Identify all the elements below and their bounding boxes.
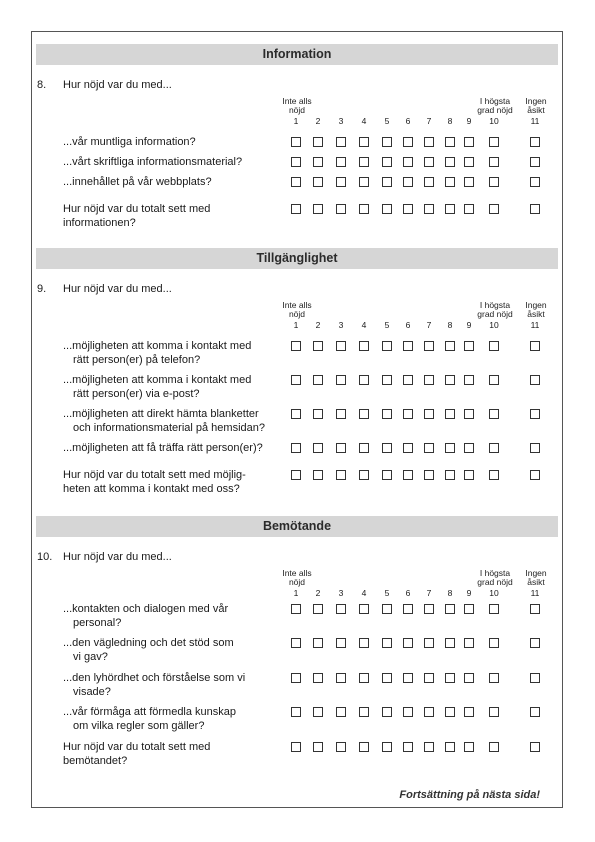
rating-checkbox-11[interactable] bbox=[530, 604, 540, 614]
scale-number: 4 bbox=[361, 588, 367, 598]
rating-checkbox-4[interactable] bbox=[359, 604, 369, 614]
rating-checkbox-10[interactable] bbox=[489, 157, 499, 167]
row-label: ...vårt skriftliga informationsmaterial? bbox=[63, 156, 243, 168]
scale-number: 5 bbox=[384, 116, 390, 126]
rating-checkbox-7[interactable] bbox=[424, 341, 434, 351]
rating-checkbox-6[interactable] bbox=[403, 604, 413, 614]
rating-checkbox-6[interactable] bbox=[403, 638, 413, 648]
rating-checkbox-2[interactable] bbox=[313, 341, 323, 351]
rating-checkbox-9[interactable] bbox=[464, 409, 474, 419]
rating-checkbox-11[interactable] bbox=[530, 157, 540, 167]
rating-checkbox-1[interactable] bbox=[291, 375, 301, 385]
rating-checkbox-4[interactable] bbox=[359, 638, 369, 648]
rating-checkbox-6[interactable] bbox=[403, 375, 413, 385]
row-label: ...vår muntliga information? bbox=[63, 136, 196, 148]
rating-checkbox-10[interactable] bbox=[489, 470, 499, 480]
rating-checkbox-8[interactable] bbox=[445, 137, 455, 147]
rating-checkbox-10[interactable] bbox=[489, 742, 499, 752]
continuation-note: Fortsättning på nästa sida! bbox=[399, 789, 540, 801]
rating-checkbox-10[interactable] bbox=[489, 409, 499, 419]
rating-checkbox-11[interactable] bbox=[530, 375, 540, 385]
rating-checkbox-6[interactable] bbox=[403, 742, 413, 752]
rating-checkbox-9[interactable] bbox=[464, 137, 474, 147]
rating-checkbox-5[interactable] bbox=[382, 707, 392, 717]
scale-low-label: Inte alls nöjd bbox=[282, 568, 312, 587]
rating-checkbox-2[interactable] bbox=[313, 443, 323, 453]
scale-number: 4 bbox=[361, 116, 367, 126]
scale-number: 1 bbox=[293, 588, 299, 598]
rating-checkbox-2[interactable] bbox=[313, 157, 323, 167]
scale-number: 10 bbox=[489, 320, 499, 330]
scale-no-opinion-label: Ingen åsikt bbox=[525, 300, 547, 319]
rating-checkbox-4[interactable] bbox=[359, 443, 369, 453]
rating-checkbox-3[interactable] bbox=[336, 341, 346, 351]
rating-checkbox-2[interactable] bbox=[313, 177, 323, 187]
rating-checkbox-2[interactable] bbox=[313, 673, 323, 683]
rating-checkbox-11[interactable] bbox=[530, 137, 540, 147]
row-label: ...möjligheten att komma i kontakt med rätt person(er) på telefon? bbox=[63, 340, 252, 366]
rating-checkbox-10[interactable] bbox=[489, 375, 499, 385]
row-label: ...den lyhördhet och förståelse som vi visade? bbox=[63, 672, 246, 698]
rating-checkbox-6[interactable] bbox=[403, 177, 413, 187]
rating-checkbox-8[interactable] bbox=[445, 177, 455, 187]
rating-checkbox-8[interactable] bbox=[445, 673, 455, 683]
rating-checkbox-4[interactable] bbox=[359, 470, 369, 480]
rating-checkbox-1[interactable] bbox=[291, 707, 301, 717]
rating-checkbox-4[interactable] bbox=[359, 375, 369, 385]
row-label: ...kontakten och dialogen med vår personal? bbox=[63, 603, 229, 629]
rating-checkbox-11[interactable] bbox=[530, 443, 540, 453]
rating-checkbox-10[interactable] bbox=[489, 707, 499, 717]
rating-checkbox-7[interactable] bbox=[424, 707, 434, 717]
rating-checkbox-5[interactable] bbox=[382, 673, 392, 683]
rating-checkbox-7[interactable] bbox=[424, 638, 434, 648]
rating-checkbox-5[interactable] bbox=[382, 409, 392, 419]
scale-number: 1 bbox=[293, 320, 299, 330]
question-number: 8. bbox=[37, 79, 47, 91]
rating-checkbox-2[interactable] bbox=[313, 638, 323, 648]
rating-checkbox-7[interactable] bbox=[424, 673, 434, 683]
rating-checkbox-10[interactable] bbox=[489, 204, 499, 214]
scale-number: 3 bbox=[338, 116, 344, 126]
rating-checkbox-2[interactable] bbox=[313, 707, 323, 717]
rating-checkbox-4[interactable] bbox=[359, 157, 369, 167]
rating-checkbox-3[interactable] bbox=[336, 409, 346, 419]
rating-checkbox-7[interactable] bbox=[424, 177, 434, 187]
rating-checkbox-4[interactable] bbox=[359, 341, 369, 351]
scale-number: 5 bbox=[384, 320, 390, 330]
rating-checkbox-8[interactable] bbox=[445, 443, 455, 453]
rating-checkbox-6[interactable] bbox=[403, 409, 413, 419]
rating-checkbox-5[interactable] bbox=[382, 341, 392, 351]
rating-checkbox-3[interactable] bbox=[336, 204, 346, 214]
rating-checkbox-1[interactable] bbox=[291, 604, 301, 614]
scale-number: 6 bbox=[405, 116, 411, 126]
rating-checkbox-3[interactable] bbox=[336, 673, 346, 683]
rating-checkbox-3[interactable] bbox=[336, 137, 346, 147]
rating-checkbox-9[interactable] bbox=[464, 204, 474, 214]
rating-checkbox-5[interactable] bbox=[382, 604, 392, 614]
scale-number: 2 bbox=[315, 116, 321, 126]
rating-checkbox-4[interactable] bbox=[359, 673, 369, 683]
scale-high-label: I högsta grad nöjd bbox=[477, 96, 513, 115]
rating-checkbox-5[interactable] bbox=[382, 443, 392, 453]
scale-number: 1 bbox=[293, 116, 299, 126]
rating-checkbox-9[interactable] bbox=[464, 742, 474, 752]
scale-no-opinion-label: Ingen åsikt bbox=[525, 96, 547, 115]
scale-number: 2 bbox=[315, 588, 321, 598]
rating-checkbox-10[interactable] bbox=[489, 604, 499, 614]
rating-checkbox-9[interactable] bbox=[464, 604, 474, 614]
scale-number: 2 bbox=[315, 320, 321, 330]
rating-checkbox-5[interactable] bbox=[382, 177, 392, 187]
rating-checkbox-5[interactable] bbox=[382, 638, 392, 648]
rating-checkbox-8[interactable] bbox=[445, 604, 455, 614]
question-number: 10. bbox=[37, 551, 53, 563]
rating-checkbox-9[interactable] bbox=[464, 443, 474, 453]
scale-number: 11 bbox=[530, 116, 540, 126]
row-label: ...möjligheten att komma i kontakt med rätt person(er) via e-post? bbox=[63, 374, 252, 400]
rating-checkbox-11[interactable] bbox=[530, 707, 540, 717]
section-header: Information bbox=[36, 44, 558, 65]
question-number: 9. bbox=[37, 283, 47, 295]
scale-number: 5 bbox=[384, 588, 390, 598]
rating-checkbox-9[interactable] bbox=[464, 638, 474, 648]
rating-checkbox-4[interactable] bbox=[359, 177, 369, 187]
rating-checkbox-3[interactable] bbox=[336, 604, 346, 614]
rating-checkbox-11[interactable] bbox=[530, 177, 540, 187]
rating-checkbox-1[interactable] bbox=[291, 470, 301, 480]
question-text: Hur nöjd var du med... bbox=[63, 283, 172, 295]
scale-number: 8 bbox=[447, 116, 453, 126]
rating-checkbox-11[interactable] bbox=[530, 341, 540, 351]
rating-checkbox-4[interactable] bbox=[359, 409, 369, 419]
rating-checkbox-7[interactable] bbox=[424, 742, 434, 752]
rating-checkbox-8[interactable] bbox=[445, 375, 455, 385]
scale-low-label: Inte alls nöjd bbox=[282, 300, 312, 319]
rating-checkbox-8[interactable] bbox=[445, 742, 455, 752]
rating-checkbox-9[interactable] bbox=[464, 157, 474, 167]
scale-number: 11 bbox=[530, 588, 540, 598]
rating-checkbox-1[interactable] bbox=[291, 409, 301, 419]
rating-checkbox-7[interactable] bbox=[424, 409, 434, 419]
rating-checkbox-8[interactable] bbox=[445, 341, 455, 351]
rating-checkbox-3[interactable] bbox=[336, 157, 346, 167]
rating-checkbox-2[interactable] bbox=[313, 375, 323, 385]
scale-number: 3 bbox=[338, 588, 344, 598]
rating-checkbox-7[interactable] bbox=[424, 204, 434, 214]
rating-checkbox-5[interactable] bbox=[382, 204, 392, 214]
rating-checkbox-1[interactable] bbox=[291, 742, 301, 752]
rating-checkbox-5[interactable] bbox=[382, 137, 392, 147]
rating-checkbox-2[interactable] bbox=[313, 409, 323, 419]
rating-checkbox-7[interactable] bbox=[424, 375, 434, 385]
row-label: ...möjligheten att direkt hämta blanketter och informationsmaterial på hemsidan? bbox=[63, 408, 265, 434]
scale-high-label: I högsta grad nöjd bbox=[477, 300, 513, 319]
rating-checkbox-11[interactable] bbox=[530, 470, 540, 480]
rating-checkbox-6[interactable] bbox=[403, 157, 413, 167]
row-label: ...vår förmåga att förmedla kunskap om vilka regler som gäller? bbox=[63, 706, 237, 732]
rating-checkbox-1[interactable] bbox=[291, 157, 301, 167]
row-label: Hur nöjd var du totalt sett med informationen? bbox=[63, 203, 211, 229]
rating-checkbox-4[interactable] bbox=[359, 742, 369, 752]
rating-checkbox-11[interactable] bbox=[530, 673, 540, 683]
rating-checkbox-1[interactable] bbox=[291, 638, 301, 648]
scale-number: 9 bbox=[466, 320, 472, 330]
section-header: Tillgänglighet bbox=[36, 248, 558, 269]
rating-checkbox-3[interactable] bbox=[336, 443, 346, 453]
rating-checkbox-11[interactable] bbox=[530, 638, 540, 648]
rating-checkbox-5[interactable] bbox=[382, 470, 392, 480]
scale-number: 8 bbox=[447, 588, 453, 598]
rating-checkbox-2[interactable] bbox=[313, 204, 323, 214]
rating-checkbox-10[interactable] bbox=[489, 638, 499, 648]
row-label: ...innehållet på vår webbplats? bbox=[63, 176, 212, 188]
rating-checkbox-1[interactable] bbox=[291, 341, 301, 351]
scale-number: 9 bbox=[466, 116, 472, 126]
rating-checkbox-9[interactable] bbox=[464, 470, 474, 480]
row-label: ...möjligheten att få träffa rätt person(er)? bbox=[63, 442, 263, 454]
rating-checkbox-6[interactable] bbox=[403, 707, 413, 717]
rating-checkbox-10[interactable] bbox=[489, 443, 499, 453]
question-text: Hur nöjd var du med... bbox=[63, 551, 172, 563]
rating-checkbox-3[interactable] bbox=[336, 375, 346, 385]
rating-checkbox-6[interactable] bbox=[403, 204, 413, 214]
scale-number: 10 bbox=[489, 588, 499, 598]
rating-checkbox-3[interactable] bbox=[336, 470, 346, 480]
rating-checkbox-9[interactable] bbox=[464, 177, 474, 187]
scale-high-label: I högsta grad nöjd bbox=[477, 568, 513, 587]
rating-checkbox-1[interactable] bbox=[291, 443, 301, 453]
row-label: Hur nöjd var du totalt sett med möjlig- heten att komma i kontakt med oss? bbox=[63, 469, 246, 495]
rating-checkbox-5[interactable] bbox=[382, 157, 392, 167]
scale-number: 6 bbox=[405, 320, 411, 330]
scale-number: 3 bbox=[338, 320, 344, 330]
rating-checkbox-2[interactable] bbox=[313, 470, 323, 480]
rating-checkbox-2[interactable] bbox=[313, 137, 323, 147]
rating-checkbox-6[interactable] bbox=[403, 443, 413, 453]
rating-checkbox-2[interactable] bbox=[313, 742, 323, 752]
rating-checkbox-7[interactable] bbox=[424, 604, 434, 614]
rating-checkbox-6[interactable] bbox=[403, 341, 413, 351]
rating-checkbox-8[interactable] bbox=[445, 157, 455, 167]
rating-checkbox-10[interactable] bbox=[489, 673, 499, 683]
rating-checkbox-7[interactable] bbox=[424, 470, 434, 480]
rating-checkbox-10[interactable] bbox=[489, 177, 499, 187]
scale-number: 7 bbox=[426, 588, 432, 598]
rating-checkbox-8[interactable] bbox=[445, 409, 455, 419]
rating-checkbox-11[interactable] bbox=[530, 409, 540, 419]
rating-checkbox-3[interactable] bbox=[336, 707, 346, 717]
rating-checkbox-2[interactable] bbox=[313, 604, 323, 614]
rating-checkbox-8[interactable] bbox=[445, 638, 455, 648]
scale-no-opinion-label: Ingen åsikt bbox=[525, 568, 547, 587]
rating-checkbox-8[interactable] bbox=[445, 707, 455, 717]
rating-checkbox-7[interactable] bbox=[424, 443, 434, 453]
scale-number: 6 bbox=[405, 588, 411, 598]
survey-page-frame bbox=[31, 31, 563, 808]
rating-checkbox-9[interactable] bbox=[464, 341, 474, 351]
rating-checkbox-5[interactable] bbox=[382, 375, 392, 385]
rating-checkbox-1[interactable] bbox=[291, 204, 301, 214]
rating-checkbox-9[interactable] bbox=[464, 707, 474, 717]
rating-checkbox-7[interactable] bbox=[424, 137, 434, 147]
scale-number: 4 bbox=[361, 320, 367, 330]
scale-number: 7 bbox=[426, 320, 432, 330]
rating-checkbox-9[interactable] bbox=[464, 375, 474, 385]
rating-checkbox-4[interactable] bbox=[359, 137, 369, 147]
scale-number: 7 bbox=[426, 116, 432, 126]
rating-checkbox-3[interactable] bbox=[336, 638, 346, 648]
rating-checkbox-10[interactable] bbox=[489, 341, 499, 351]
row-label: Hur nöjd var du totalt sett med bemötandet? bbox=[63, 741, 211, 767]
rating-checkbox-5[interactable] bbox=[382, 742, 392, 752]
scale-number: 10 bbox=[489, 116, 499, 126]
scale-number: 8 bbox=[447, 320, 453, 330]
scale-number: 11 bbox=[530, 320, 540, 330]
rating-checkbox-1[interactable] bbox=[291, 137, 301, 147]
rating-checkbox-3[interactable] bbox=[336, 177, 346, 187]
scale-low-label: Inte alls nöjd bbox=[282, 96, 312, 115]
rating-checkbox-4[interactable] bbox=[359, 204, 369, 214]
rating-checkbox-7[interactable] bbox=[424, 157, 434, 167]
row-label: ...den vägledning och det stöd som vi gav? bbox=[63, 637, 234, 663]
rating-checkbox-6[interactable] bbox=[403, 137, 413, 147]
rating-checkbox-3[interactable] bbox=[336, 742, 346, 752]
rating-checkbox-1[interactable] bbox=[291, 177, 301, 187]
rating-checkbox-8[interactable] bbox=[445, 204, 455, 214]
rating-checkbox-11[interactable] bbox=[530, 742, 540, 752]
rating-checkbox-6[interactable] bbox=[403, 470, 413, 480]
rating-checkbox-4[interactable] bbox=[359, 707, 369, 717]
scale-number: 9 bbox=[466, 588, 472, 598]
rating-checkbox-8[interactable] bbox=[445, 470, 455, 480]
question-text: Hur nöjd var du med... bbox=[63, 79, 172, 91]
rating-checkbox-6[interactable] bbox=[403, 673, 413, 683]
section-header: Bemötande bbox=[36, 516, 558, 537]
rating-checkbox-1[interactable] bbox=[291, 673, 301, 683]
rating-checkbox-11[interactable] bbox=[530, 204, 540, 214]
rating-checkbox-10[interactable] bbox=[489, 137, 499, 147]
rating-checkbox-9[interactable] bbox=[464, 673, 474, 683]
